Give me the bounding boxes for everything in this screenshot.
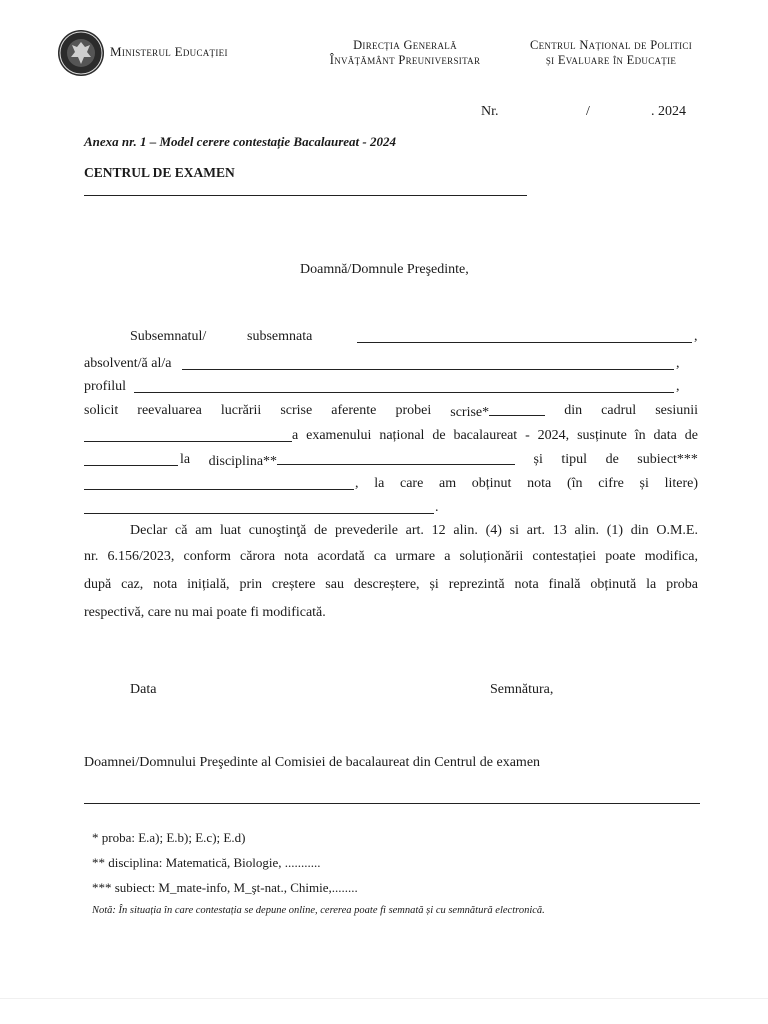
separator-line (84, 803, 700, 804)
directorate-line2: Învățământ Preuniversitar (329, 53, 481, 67)
nr-separator: / (586, 104, 590, 119)
word-si: și (533, 452, 543, 467)
nr-label: Nr. (481, 104, 499, 119)
line1-subsemnata: subsemnata (247, 329, 313, 344)
word-tipul: tipul (561, 452, 588, 467)
word-lucrarii: lucrării (220, 403, 262, 418)
word-din: din (564, 403, 583, 418)
discipline-field[interactable] (277, 452, 515, 465)
word-litere: litere) (664, 476, 698, 491)
word-la: la (180, 452, 191, 467)
nr-year: . 2024 (651, 104, 686, 119)
name-field[interactable] (357, 342, 692, 343)
session-field[interactable] (84, 441, 292, 442)
request-line (84, 403, 698, 421)
word-subiect: subiect*** (637, 452, 698, 467)
footnote-disciplina: ** disciplina: Matematică, Biologie, ........... (92, 855, 321, 870)
directorate-header (300, 38, 510, 68)
salutation: Doamnă/Domnule Preşedinte, (300, 262, 469, 277)
government-logo (58, 30, 104, 76)
footnote-proba: * proba: E.a); E.b); E.c); E.d) (92, 830, 246, 845)
line1-subsemnatul: Subsemnatul/ (130, 329, 207, 344)
word-disciplina: disciplina** (208, 454, 278, 469)
proba-group (450, 403, 545, 421)
profile-field[interactable] (134, 392, 674, 393)
center-header (500, 38, 722, 68)
ministry-name: Ministerul Educației (110, 44, 228, 59)
graduate-label: absolvent/ă al/a (84, 356, 172, 371)
grade-line (355, 476, 698, 492)
line7-comma: , (355, 476, 359, 491)
word-la2: la (374, 476, 385, 491)
footnote-note: Notă: În situația în care contestația se depune online, cererea poate fi semnată și cu semnătură electronică. (92, 905, 545, 916)
declaration-line4: respectivă, care nu mai poate fi modificată. (84, 605, 326, 620)
word-probei: probei (395, 403, 432, 418)
annex-title: Anexa nr. 1 – Model cerere contestație Bacalaureat - 2024 (84, 134, 396, 149)
declaration-line3: după caz, nota inițială, prin creștere sau descreștere, și reprezintă nota finală obținută la proba (84, 577, 698, 592)
line1-comma: , (694, 329, 698, 344)
scan-edge (0, 998, 768, 999)
word-scrise: scrise (280, 403, 313, 418)
word-solicit: solicit (84, 403, 119, 418)
word-nota: nota (527, 476, 552, 491)
word-aferente: aferente (331, 403, 377, 418)
exam-line: a examenului național de bacalaureat - 2024, susținute în data de (292, 428, 698, 443)
word-si2: și (639, 476, 649, 491)
word-cadrul: cadrul (601, 403, 637, 418)
word-care: care (399, 476, 424, 491)
profile-label: profilul (84, 379, 126, 394)
word-de: de (605, 452, 619, 467)
subject-field[interactable] (84, 489, 354, 490)
grade-field[interactable] (84, 513, 434, 514)
word-in: (în (566, 476, 583, 491)
exam-center-label: CENTRUL DE EXAMEN (84, 165, 235, 180)
addressee: Doamnei/Domnului Preşedinte al Comisiei de bacalaureat din Centrul de examen (84, 755, 541, 770)
center-line1: Centrul Național de Politici (529, 38, 693, 52)
declaration-line2: nr. 6.156/2023, conform cărora nota acordată ca urmare a soluționării contestației poate modifica, (84, 549, 698, 564)
word-reevaluarea: reevaluarea (137, 403, 202, 418)
discipline-line (180, 452, 698, 470)
center-line2: și Evaluare în Educație (545, 53, 677, 67)
school-field[interactable] (182, 369, 674, 370)
word-cifre: cifre (598, 476, 624, 491)
footnote-subiect: *** subiect: M_mate-info, M_şt-nat., Chimie,........ (92, 880, 358, 895)
date-label: Data (130, 682, 157, 697)
coat-of-arms-icon (58, 30, 104, 76)
word-am: am (438, 476, 457, 491)
word-sesiunii: sesiunii (655, 403, 698, 418)
exam-center-field[interactable] (84, 195, 527, 196)
signature-label: Semnătura, (490, 682, 554, 697)
word-scrise-star: scrise* (450, 405, 490, 420)
directorate-line1: Direcția Generală (353, 38, 457, 52)
declaration-line1: Declar că am luat cunoştinţă de prevederile art. 12 alin. (4) si art. 13 alin. (1) din O.M.E. (130, 523, 698, 538)
proba-field[interactable] (489, 403, 545, 416)
discipline-group (209, 452, 515, 470)
line8-period: . (435, 500, 439, 515)
word-obtinut: obținut (471, 476, 512, 491)
date-field[interactable] (84, 465, 178, 466)
line3-comma: , (676, 379, 680, 394)
line2-comma: , (676, 356, 680, 371)
